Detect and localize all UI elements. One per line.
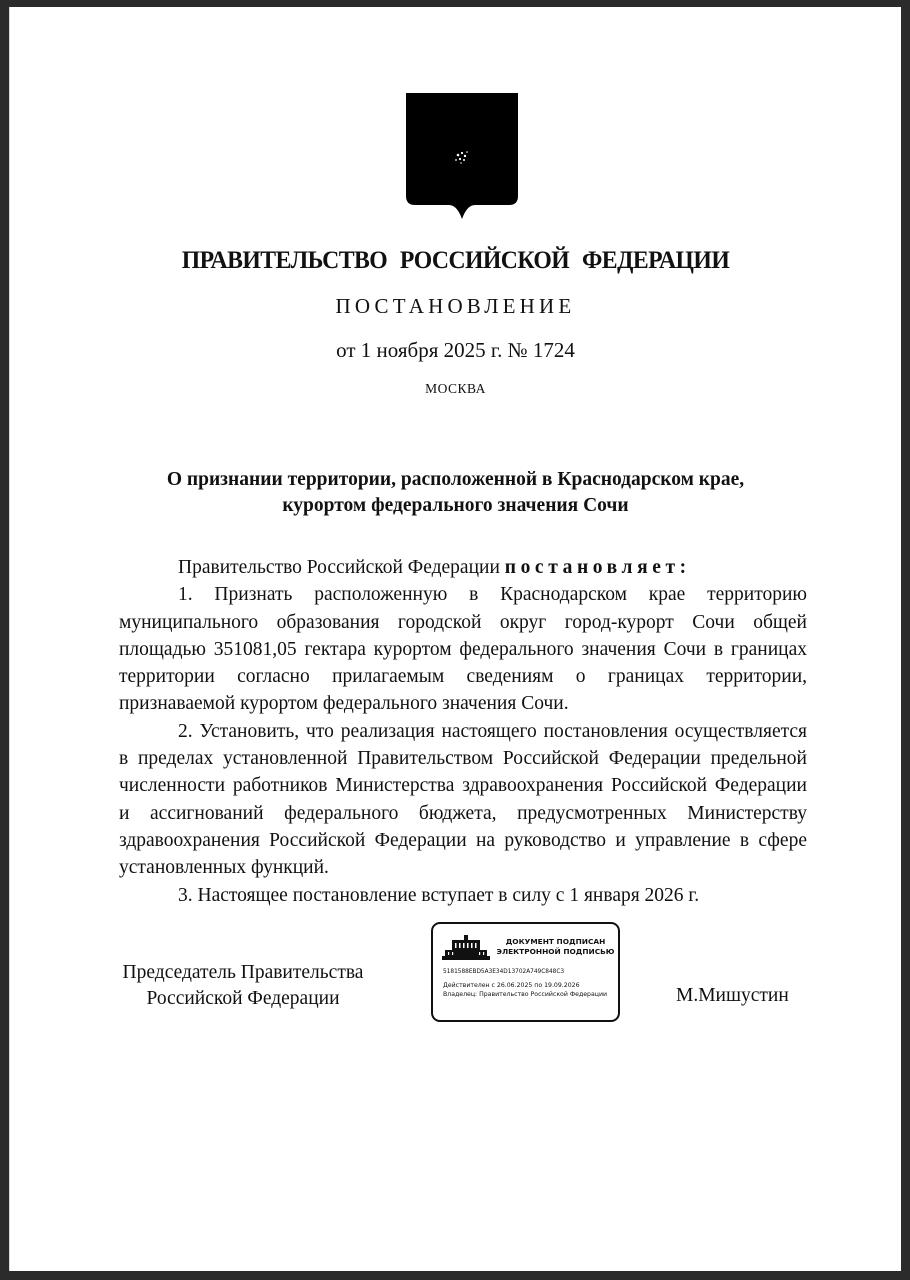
stamp-heading-line-2: ЭЛЕКТРОННОЙ ПОДПИСЬЮ (496, 947, 615, 956)
document-city: МОСКВА (425, 381, 486, 396)
paragraph-3: 3. Настоящее постановление вступает в силу с 1 января 2026 г. (178, 884, 700, 906)
subject-line-1: О признании территории, расположенной в Краснодарском крае, (166, 469, 745, 490)
signatory-position (110, 960, 376, 1012)
coat-of-arms-icon (405, 92, 519, 220)
document-body (119, 554, 807, 909)
paragraph-1: 1. Признать расположенную в Краснодарском крае территорию муниципального образования городской округ город-курорт Сочи общей площадью 351081,05 гектара курортом федерального значения Сочи в границах территории согласно прилагаемым сведениям о границах территории, признаваемой курортом федерального значения Сочи. (119, 584, 807, 715)
signatory-name: М.Мишустин (676, 985, 789, 1006)
certificate-serial: 5181588EBD5A3E34D13702A749C848C3 (443, 969, 565, 975)
preamble (119, 554, 807, 581)
document-subject (10, 467, 901, 519)
document-type: ПОСТАНОВЛЕНИЕ (335, 294, 576, 318)
stamp-heading (493, 937, 618, 957)
organization-title: ПРАВИТЕЛЬСТВО РОССИЙСКОЙ ФЕДЕРАЦИИ (181, 245, 730, 274)
preamble-emphasis: постановляет: (504, 557, 691, 578)
paragraph-2: 2. Установить, что реализация настоящего постановления осуществляется в пределах установленной Правительством Российской Федерации предельной численности работников Министерства здравоохранения Российской Федерации и ассигнований федерального бюджета, предусмотренных Министерству здравоохранения Российской Федерации на руководство и управление в сфере установленных функций. (119, 720, 807, 879)
position-line-2: Российской Федерации (146, 988, 340, 1009)
preamble-text: Правительство Российской Федерации (178, 557, 500, 578)
subject-line-2: курортом федерального значения Сочи (282, 495, 629, 516)
certificate-validity: Действителен с 26.06.2025 по 19.09.2026 (443, 982, 580, 989)
certificate-owner: Владелец: Правительство Российской Федерации (443, 991, 608, 998)
document-page (9, 7, 901, 1271)
electronic-signature-stamp (431, 922, 620, 1022)
government-building-icon (442, 935, 490, 960)
stamp-heading-line-1: ДОКУМЕНТ ПОДПИСАН (505, 937, 606, 946)
position-line-1: Председатель Правительства (122, 962, 364, 983)
document-date-number: от 1 ноября 2025 г. № 1724 (336, 338, 575, 362)
